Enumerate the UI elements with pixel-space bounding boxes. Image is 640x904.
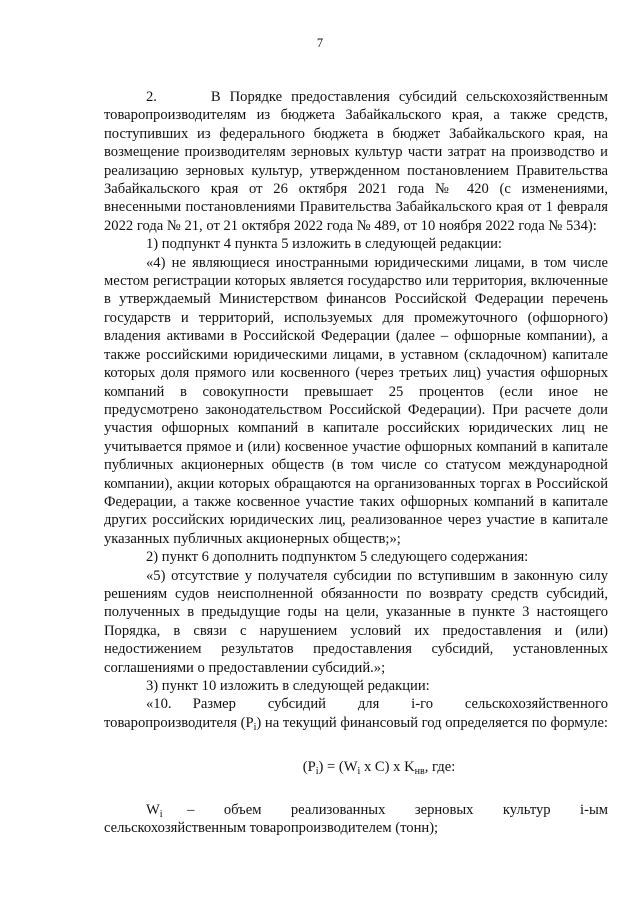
formula-part-1: (P [302, 759, 316, 776]
point-10-subscript: i [253, 721, 257, 733]
formula-sub-2: i [357, 766, 361, 778]
subitem-3-heading: 3) пункт 10 изложить в следующей редакции: [146, 678, 430, 694]
definition-wi [104, 801, 608, 838]
subitem-4-text: «4) не являющиеся иностранными юридическими лицами, в том числе местом регистрации которых является государство или территория, включенные в утверждаемый Министерством финансов Российской Федерации перечень государств и территорий, используемых для промежуточного (офшорного) владения активами в Российской Федерации (далее – офшорные компании), а также российскими юридическими лицами, в уставном (складочном) капитале которых доля прямого или косвенного (через третьих лиц) участия офшорных компаний в совокупности превышает 25 процентов (если иное не предусмотрено законодательством Российской Федерации). При расчете доли участия офшорных компаний в капитале российских юридических лиц не учитывается прямое и (или) косвенное участие офшорных компаний в капитале публичных акционерных обществ (в том числе со статусом международной компании), акции которых обращаются на организованных торгах в Российской Федерации, а также косвенное участие таких офшорных компаний в капитале других российских юридических лиц, реализованное через участие в капитале указанных публичных акционерных обществ;»; [104, 254, 608, 547]
subitem-2-heading: 2) пункт 6 дополнить подпунктом 5 следующего содержания: [146, 549, 529, 566]
definition-subscript: i [159, 808, 163, 820]
subitem-5-text: «5) отсутствие у получателя субсидии по вступившим в законную силу решениям судов неисполненной обязанности по возврату средств субсидий, полученных в предыдущие годы на цели, указанные в пункте 3 настоящего Порядка, в связи с нарушением условий их предоставления и (или) недостижением результатов предоставления субсидий, установленных соглашениями о предоставлении субсидий.»; [104, 567, 608, 676]
point-10-before: «10. Размер субсидий для i-го сельскохозяйственного товаропроизводителя (P [104, 696, 608, 731]
formula-part-4: , где: [424, 759, 456, 776]
formula-sub-3: нв [414, 766, 425, 778]
paragraph-2-intro: 2. В Порядке предоставления субсидий сельскохозяйственным товаропроизводителям из бюджета Забайкальского края, а также средств, поступивших из федерального бюджета в бюджет Забайкальского края, на возмещение производителям зерновых культур части затрат на производство и реализацию зерновых культур, утвержденном постановлением Правительства Забайкальского края от 26 октября 2021 года № 420 (с изменениями, внесенными постановлениями Правительства Забайкальского края от 1 февраля 2022 года № 21, от 21 октября 2022 года № 489, от 10 ноября 2022 года № 534): [104, 89, 608, 234]
point-10-after: ) на текущий финансовый год определяется по формуле: [256, 714, 608, 731]
page-number: 7 [316, 36, 324, 50]
document-body [104, 88, 608, 837]
point-10-text [104, 695, 608, 732]
formula-part-3: x C) x K [360, 759, 415, 776]
formula [104, 758, 608, 776]
definition-symbol: W [146, 801, 160, 818]
formula-sub-1: i [315, 766, 319, 778]
subitem-1-heading: 1) подпункт 4 пункта 5 изложить в следующей редакции: [146, 236, 502, 253]
formula-part-2: ) = (W [318, 759, 358, 776]
definition-text: – объем реализованных зерновых культур i-ым сельскохозяйственным товаропроизводителем (тонн); [104, 801, 608, 837]
